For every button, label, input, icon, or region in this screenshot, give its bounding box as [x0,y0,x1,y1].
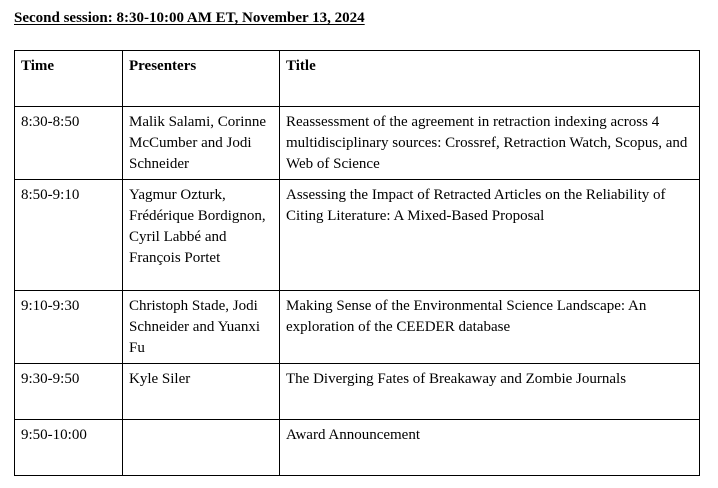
presenters-cell: Kyle Siler [123,364,280,420]
title-cell: Making Sense of the Environmental Science Landscape: An exploration of the CEEDER database [280,291,700,364]
title-cell: Reassessment of the agreement in retraction indexing across 4 multidisciplinary sources: Crossref, Retraction Watch, Scopus, and Web of Science [280,107,700,180]
title-cell: The Diverging Fates of Breakaway and Zombie Journals [280,364,700,420]
time-cell: 9:10-9:30 [15,291,123,364]
column-header-time: Time [15,51,123,107]
presenters-cell: Christoph Stade, Jodi Schneider and Yuanxi Fu [123,291,280,364]
table-header-row [15,51,700,107]
title-cell: Assessing the Impact of Retracted Articles on the Reliability of Citing Literature: A Mixed-Based Proposal [280,180,700,291]
time-cell: 8:50-9:10 [15,180,123,291]
time-cell: 8:30-8:50 [15,107,123,180]
session-heading: Second session: 8:30-10:00 AM ET, November 13, 2024 [14,10,365,26]
presenters-cell: Malik Salami, Corinne McCumber and Jodi Schneider [123,107,280,180]
table-row [15,291,700,364]
column-header-title: Title [280,51,700,107]
table-row [15,107,700,180]
column-header-presenters: Presenters [123,51,280,107]
title-cell: Award Announcement [280,420,700,476]
presenters-cell [123,420,280,476]
session-schedule-table [14,50,700,476]
table-row [15,180,700,291]
time-cell: 9:50-10:00 [15,420,123,476]
table-row [15,420,700,476]
table-row [15,364,700,420]
time-cell: 9:30-9:50 [15,364,123,420]
presenters-cell: Yagmur Ozturk, Frédérique Bordignon, Cyril Labbé and François Portet [123,180,280,291]
